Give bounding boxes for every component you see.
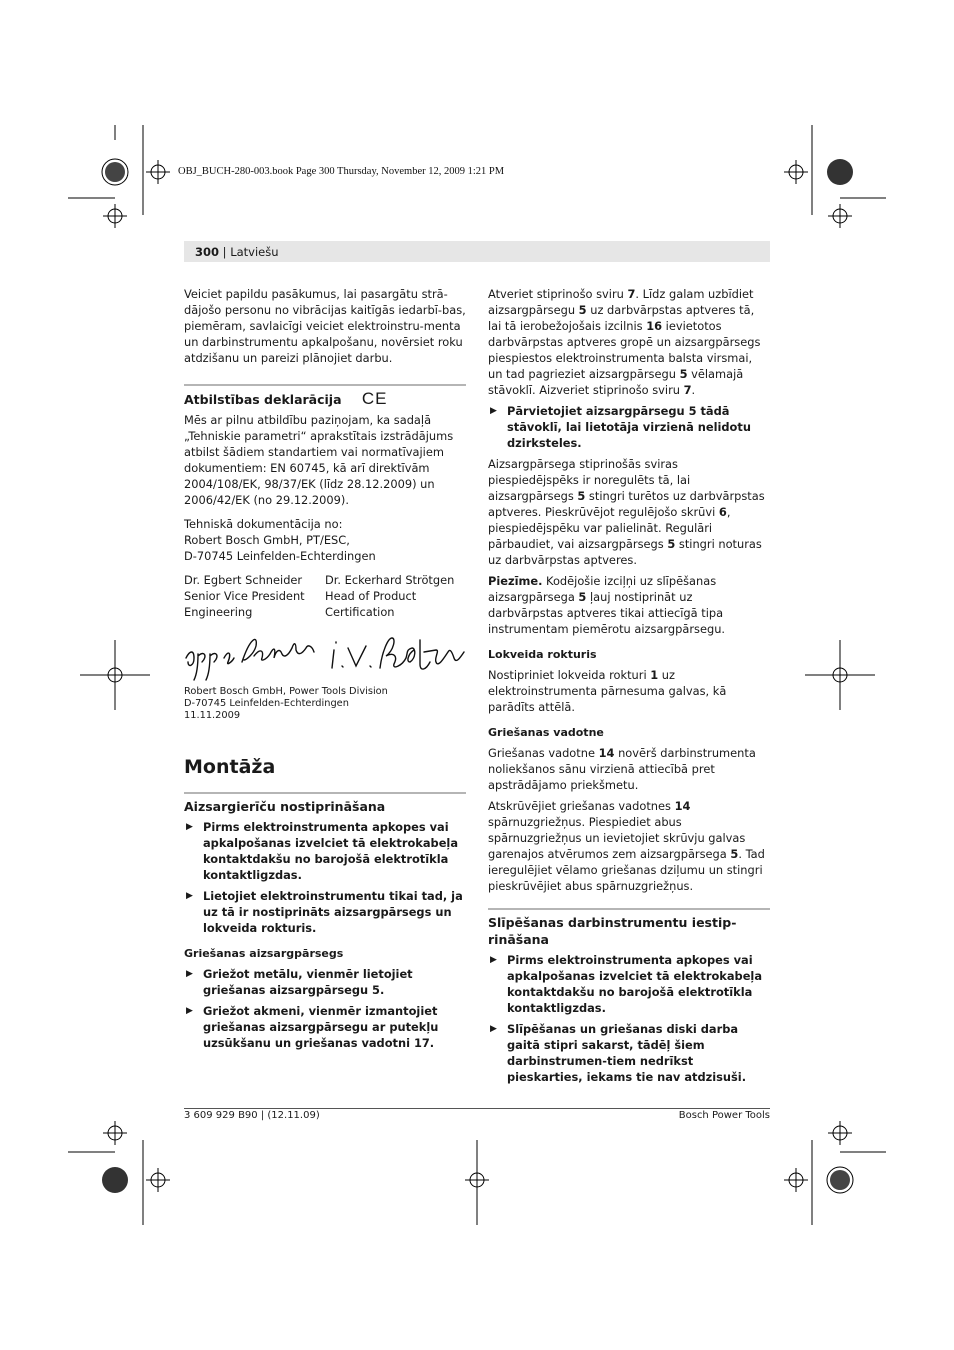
bullet-unplug-2: ▶ Pirms elektroinstrumenta apkopes vai apkalpošanas izvelciet tā elektrokabeļa kontaktdakšu no barojošā elektrotīkla kontaktligzdas. — [488, 952, 770, 1016]
handle-heading: Lokveida rokturis — [488, 648, 597, 661]
tech-doc-address-1: Robert Bosch GmbH, PT/ESC, — [184, 533, 350, 547]
intro-paragraph: Veiciet papildu pasākumus, lai pasargātu strā-dājošo personu no vibrācijas kaitīgās iedarbī-bas, piemēram, savlaicīgi veiciet elektroinstru-menta un darbinstrumentu apkalpošanu, novērsiet roku atdzišanu un pareizi plānojiet darbu. — [184, 287, 466, 365]
ref-number: 5 — [679, 367, 688, 381]
left-column — [184, 286, 466, 1056]
company-line-1: Robert Bosch GmbH, Power Tools Division — [184, 686, 388, 697]
guard-heading: Aizsargierīču nostiprināšana — [184, 792, 466, 815]
text-run: novērš darbinstrumenta noliekšanos sānu virzienā attiecībā pret apstrādājamo priekšmetu. — [488, 746, 756, 792]
text-run: . Tad ieregulējiet vēlamo griešanas dziļumu un stingri pieskrūvējiet abus spārnuzgriežņus. — [488, 847, 765, 893]
tech-doc — [184, 516, 466, 564]
signer-1-title-2: Engineering — [184, 605, 253, 619]
declaration-date: 11.11.2009 — [184, 710, 241, 721]
bullet-metal: ▶ Griežot metālu, vienmēr lietojiet griešanas aizsargpārsegu 5. — [184, 966, 466, 998]
text-run: Atskrūvējiet griešanas vadotnes — [488, 799, 675, 813]
signer-1-title-1: Senior Vice President — [184, 589, 305, 603]
footer-doc-number: 3 609 929 B90 | (12.11.09) — [184, 1110, 320, 1121]
text-run: Nostipriniet lokveida rokturi — [488, 668, 651, 682]
clamp-force-paragraph — [488, 456, 770, 568]
text-run: ļauj nostiprināt uz darbvārpstas aptveres tikai attiecīgā tipa instrumentam piemērotu aizsargpārsegu. — [488, 590, 726, 636]
page-header-separator: | — [219, 245, 231, 259]
signer-2-title-2: Certification — [325, 605, 395, 619]
bullet-hot-discs: ▶ Slīpēšanas un griešanas diski darba gaitā stipri sakarst, tādēļ šiem darbinstrumen-tiem nedrīkst pieskarties, iekams tie nav atdzisuši. — [488, 1021, 770, 1085]
ref-number: 7 — [683, 383, 692, 397]
guide-paragraph — [488, 745, 770, 793]
signer-1-name: Dr. Egbert Schneider — [184, 573, 303, 587]
conformity-heading — [184, 384, 466, 408]
page-number: 300 — [195, 245, 220, 259]
text-run: spārnuzgriežņus. Piespiediet abus spārnuzgriežņus un ievietojiet skrūvju galvas garenajos atvērumos zem aizsargpārsega — [488, 815, 746, 861]
company-line-2: D-70745 Leinfelden-Echterdingen — [184, 698, 349, 709]
page-header-band — [184, 241, 770, 262]
ref-number: 5 — [667, 537, 676, 551]
handle-paragraph — [488, 667, 770, 715]
ce-mark-icon: CE — [361, 389, 388, 408]
text-run: . — [691, 383, 696, 397]
signatures — [184, 628, 466, 686]
conformity-heading-text: Atbilstības deklarācija — [184, 392, 342, 407]
text-run: Aizsargpārsega stiprinošās sviras piespiedējspēks ir noregulēts tā, lai aizsargpārsegs — [488, 457, 691, 503]
guard-install-paragraph — [488, 286, 770, 398]
note-paragraph — [488, 573, 770, 637]
bullet-sparks: ▶ Pārvietojiet aizsargpārsegu 5 tādā stāvoklī, lai lietotāja virzienā nelidotu dzirksteles. — [488, 403, 770, 451]
text-run: uz elektroinstrumenta pārnesuma galvas, kā parādīts attēlā. — [488, 668, 727, 714]
signer-2 — [325, 572, 466, 620]
company-block — [184, 686, 466, 722]
ref-number: 5 — [577, 489, 586, 503]
tech-doc-label: Tehniskā dokumentācija no: — [184, 517, 343, 531]
ref-number: 5 — [730, 847, 739, 861]
signer-1 — [184, 572, 325, 620]
guide-adjust-paragraph — [488, 798, 770, 894]
ref-number: 16 — [646, 319, 663, 333]
bullet-guard-required: ▶ Lietojiet elektroinstrumentu tikai tad, ja uz tā ir nostiprināts aizsargpārsegs un lokveida rokturis. — [184, 888, 466, 936]
signers — [184, 572, 466, 620]
ref-number: 6 — [718, 505, 727, 519]
text-run: stingri turētos uz darbvārpstas aptveres. Pieskrūvējot regulējošo skrūvi — [488, 489, 765, 519]
page-language: Latviešu — [230, 245, 279, 259]
cut-guard-heading: Griešanas aizsargpārsegs — [184, 947, 344, 960]
tech-doc-address-2: D-70745 Leinfelden-Echterdingen — [184, 549, 376, 563]
ref-number: 14 — [598, 746, 615, 760]
ref-number: 7 — [627, 287, 636, 301]
text-run: uz darbvārpstas aptveres tā, lai tā ierobežojošais izcilnis — [488, 303, 755, 333]
text-run: Kodējošie izciļņi uz slīpēšanas aizsargpārsega — [488, 574, 717, 604]
grind-tool-heading: Slīpēšanas darbinstrumentu iestip-rināšana — [488, 908, 770, 948]
text-run: Atveriet stiprinošo sviru — [488, 287, 628, 301]
note-label: Piezīme. — [488, 574, 543, 588]
text-run: ievietotos darbvārpstas aptveres gropē un aizsargpārsegs piespiestos elektroinstrumenta balsta virsmai, un tad pagrieziet aizsargpārsegu — [488, 319, 761, 381]
print-header: OBJ_BUCH-280-003.book Page 300 Thursday, November 12, 2009 1:21 PM — [178, 166, 505, 177]
ref-number: 5 — [578, 590, 587, 604]
footer-rule — [184, 1108, 770, 1109]
right-column — [488, 286, 770, 1090]
ref-number: 5 — [578, 303, 587, 317]
montaza-title: Montāža — [184, 756, 276, 778]
ref-number: 1 — [650, 668, 659, 682]
text-run: Griešanas vadotne — [488, 746, 599, 760]
guide-heading: Griešanas vadotne — [488, 726, 604, 739]
conformity-body: Mēs ar pilnu atbildību paziņojam, ka sadaļā „Tehniskie parametri“ aprakstītais izstrādājums atbilst šādiem standartiem vai normatīvajiem dokumentiem: EN 60745, kā arī direktīvām 2004/108/EK, 98/37/EK (līdz 28.12.2009) un 2006/42/EK (no 29.12.2009). — [184, 413, 454, 507]
bullet-stone: ▶ Griežot akmeni, vienmēr izmantojiet griešanas aizsargpārsegu ar putekļu uzsūkšanu un griešanas vadotni 17. — [184, 1003, 466, 1051]
bullet-unplug: ▶ Pirms elektroinstrumenta apkopes vai apkalpošanas izvelciet tā elektrokabeļa kontaktdakšu no barojošā elektrotīkla kontaktligzdas. — [184, 819, 466, 883]
signature-image — [184, 628, 466, 686]
text-run: stingri noturas uz darbvārpstas aptveres. — [488, 537, 762, 567]
ref-number: 14 — [674, 799, 691, 813]
signer-2-name: Dr. Eckerhard Strötgen — [325, 573, 455, 587]
footer-brand: Bosch Power Tools — [678, 1110, 770, 1121]
text-run: vēlamajā stāvoklī. Aizveriet stiprinošo sviru — [488, 367, 744, 397]
signer-2-title-1: Head of Product — [325, 589, 417, 603]
text-run: . Līdz galam uzbīdiet aizsargpārsegu — [488, 287, 754, 317]
text-run: , piespiedējspēku var palielināt. Regulāri pārbaudiet, vai aizsargpārsegs — [488, 505, 731, 551]
